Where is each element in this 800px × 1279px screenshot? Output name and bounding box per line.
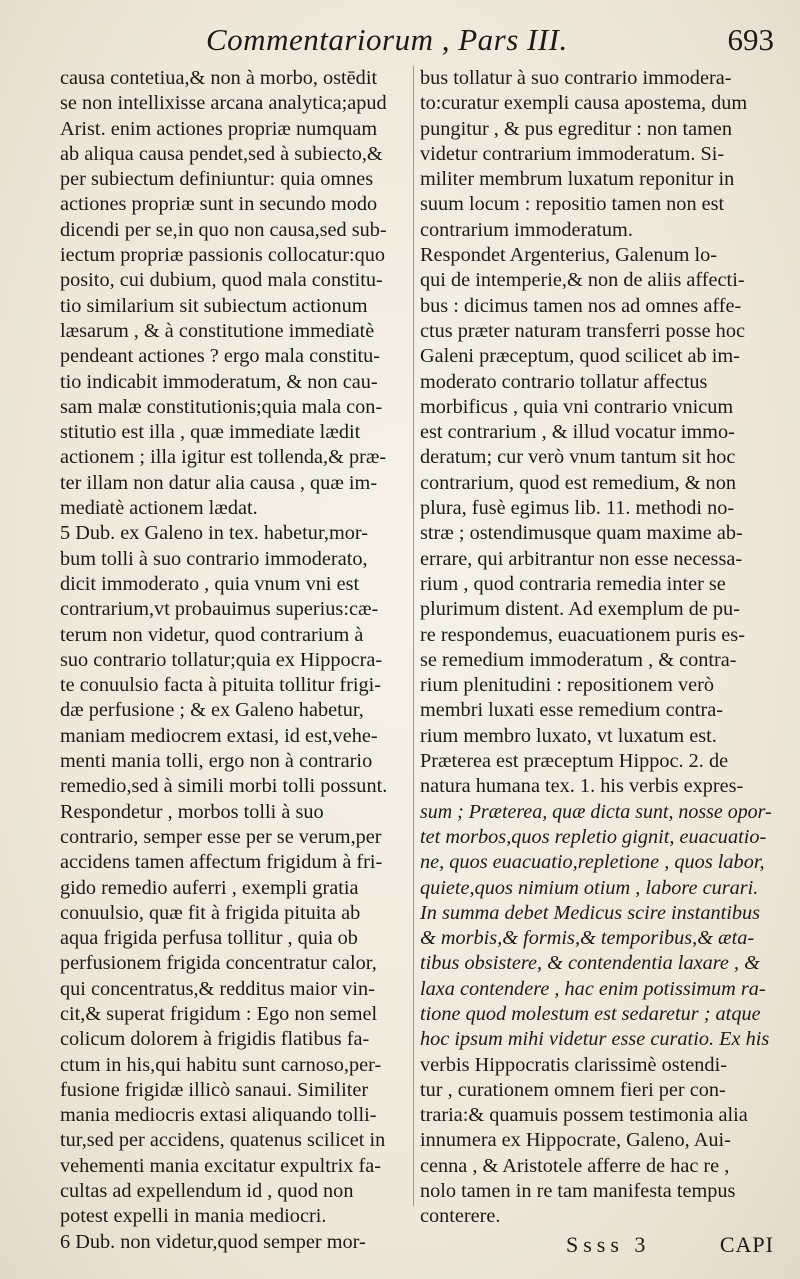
- text-line: læsarum , & à constitutione immediatè: [60, 319, 375, 342]
- text-line: militer membrum luxatum reponitur in: [420, 168, 735, 191]
- text-line: potest expelli in mania mediocri.: [60, 1205, 327, 1228]
- text-line: iectum propriæ passionis collocatur:quo: [60, 244, 386, 267]
- signature-mark: Ssss 3: [566, 1232, 651, 1257]
- text-line: gido remedio auferri , exempli gratia: [60, 876, 359, 899]
- text-line: ne, quos euacuatio,repletione , quos labor,: [420, 851, 765, 874]
- text-line: conterere.: [420, 1205, 501, 1228]
- text-line: suum locum : repositio tamen non est: [420, 193, 725, 216]
- text-line: dicit immoderato , quia vnum vni est: [60, 572, 360, 595]
- page-footer: [560, 1232, 780, 1264]
- text-line: mania mediocris extasi aliquando tolli-: [60, 1104, 377, 1127]
- text-line: te conuulsio facta à pituita tollitur frigi-: [60, 674, 382, 697]
- text-line: moderato contrario tollatur affectus: [420, 370, 708, 393]
- text-line: verbis Hippocratis clarissimè ostendi-: [420, 1053, 727, 1076]
- text-line: natura humana tex. 1. his verbis expres-: [420, 775, 744, 798]
- running-header: [200, 18, 780, 62]
- text-line: accidens tamen affectum frigidum à fri-: [60, 851, 383, 874]
- text-line: qui de intemperie,& non de aliis affecti-: [420, 269, 745, 292]
- text-line: errare, qui arbitrantur non esse necessa-: [420, 547, 743, 570]
- text-line: Respondetur , morbos tolli à suo: [60, 800, 324, 823]
- column-divider: [413, 66, 414, 1206]
- text-line: bum tolli à suo contrario immoderato,: [60, 547, 368, 570]
- text-line: laxa contendere , hac enim potissimum ra-: [420, 977, 766, 1000]
- text-line: sam malæ constitutionis;quia mala con-: [60, 395, 383, 418]
- page-number: 693: [727, 22, 774, 57]
- text-line: suo contrario tollatur;quia ex Hippocra-: [60, 648, 383, 671]
- running-title: Commentariorum , Pars III.: [206, 22, 568, 57]
- text-line: ctus præter naturam transferri posse hoc: [420, 319, 745, 342]
- text-line: sum ; Præterea, quæ dicta sunt, nosse opor-: [420, 800, 772, 823]
- text-line: & morbis,& formis,& temporibus,& æta-: [420, 927, 755, 950]
- text-line: contrarium,vt probauimus superius:cæ-: [60, 598, 379, 621]
- text-line: ab aliqua causa pendet,sed à subiecto,&: [60, 142, 383, 165]
- text-line: causa contetiua,& non à morbo, ostēdit: [60, 67, 378, 89]
- left-text-column: [60, 66, 408, 1255]
- text-line: nolo tamen in re tam manifesta tempus: [420, 1180, 736, 1203]
- text-line: colicum dolorem à frigidis flatibus fa-: [60, 1028, 370, 1051]
- text-line: bus tollatur à suo contrario immodera-: [420, 67, 732, 89]
- text-line: rium , quod contraria remedia inter se: [420, 572, 726, 595]
- right-text-column: [420, 66, 772, 1230]
- text-line: bus : dicimus tamen nos ad omnes affe-: [420, 294, 742, 317]
- text-line: Galeni præceptum, quod scilicet ab im-: [420, 345, 740, 368]
- text-line: actionem ; illa igitur est tollenda,& præ-: [60, 446, 387, 469]
- text-line: 5 Dub. ex Galeno in tex. habetur,mor-: [60, 522, 368, 545]
- text-line: to:curatur exempli causa apostema, dum: [420, 92, 748, 115]
- text-line: stitutio est illa , quæ immediate lædit: [60, 421, 361, 444]
- text-line: morbificus , quia vni contrario vnicum: [420, 395, 734, 418]
- text-line: membri luxati esse remedium contra-: [420, 699, 723, 722]
- text-line: qui concentratus,& redditus maior vin-: [60, 977, 375, 1000]
- text-line: tibus obsistere, & contendentia laxare , &: [420, 952, 760, 975]
- text-line: terum non videtur, quod contrarium à: [60, 623, 364, 646]
- text-line: ter illam non datur alia causa , quæ im-: [60, 471, 378, 494]
- text-line: Præterea est præceptum Hippoc. 2. de: [420, 750, 729, 773]
- text-line: tio similarium sit subiectum actionum: [60, 294, 368, 317]
- text-line: quiete,quos nimium otium , labore curari.: [420, 876, 759, 899]
- text-line: vehementi mania excitatur expultrix fa-: [60, 1154, 381, 1177]
- text-line: Respondet Argenterius, Galenum lo-: [420, 244, 718, 267]
- text-line: deratum; cur verò vnum tantum sit hoc: [420, 446, 736, 469]
- text-line: videtur contrarium immoderatum. Si-: [420, 142, 725, 165]
- text-line: 6 Dub. non videtur,quod semper mor-: [60, 1230, 366, 1253]
- text-line: per subiectum definiuntur: quia omnes: [60, 168, 374, 191]
- text-line: cultas ad expellendum id , quod non: [60, 1180, 354, 1203]
- text-line: aqua frigida perfusa tollitur , quia ob: [60, 927, 358, 950]
- text-line: pungitur , & pus egreditur : non tamen: [420, 117, 733, 140]
- text-line: Arist. enim actiones propriæ numquam: [60, 117, 378, 140]
- text-line: conuulsio, quæ fit à frigida pituita ab: [60, 901, 361, 924]
- text-line: tione quod molestum est sedaretur ; atque: [420, 1002, 761, 1025]
- text-line: tio indicabit immoderatum, & non cau-: [60, 370, 378, 393]
- text-line: traria:& quamuis possem testimonia alia: [420, 1104, 748, 1127]
- text-line: maniam mediocrem extasi, id est,vehe-: [60, 724, 378, 747]
- text-line: re respondemus, euacuationem puris es-: [420, 623, 745, 646]
- text-line: ctum in his,qui habitu sunt carnoso,per-: [60, 1053, 382, 1076]
- text-line: menti mania tolli, ergo non à contrario: [60, 750, 373, 773]
- text-line: dæ perfusione ; & ex Galeno habetur,: [60, 699, 364, 722]
- text-line: remedio,sed à simili morbi tolli possunt.: [60, 775, 388, 798]
- text-line: tur,sed per accidens, quatenus scilicet in: [60, 1129, 386, 1152]
- text-line: innumera ex Hippocrate, Galeno, Aui-: [420, 1129, 731, 1152]
- text-line: est contrarium , & illud vocatur immo-: [420, 421, 735, 444]
- text-line: actiones propriæ sunt in secundo modo: [60, 193, 378, 216]
- text-line: posito, cui dubium, quod mala constitu-: [60, 269, 383, 292]
- text-line: rium plenitudini : repositionem verò: [420, 674, 715, 697]
- text-line: plurimum distent. Ad exemplum de pu-: [420, 598, 740, 621]
- text-line: rium membro luxato, vt luxatum est.: [420, 724, 717, 747]
- text-line: contrario, semper esse per se verum,per: [60, 825, 382, 848]
- text-line: In summa debet Medicus scire instantibus: [420, 901, 761, 924]
- text-line: plura, fusè egimus lib. 11. methodi no-: [420, 497, 735, 520]
- text-line: perfusionem frigida concentratur calor,: [60, 952, 377, 975]
- text-line: stræ ; ostendimusque quam maxime ab-: [420, 522, 743, 545]
- text-line: mediatè actionem lædat.: [60, 497, 258, 520]
- text-line: contrarium, quod est remedium, & non: [420, 471, 736, 494]
- text-line: dicendi per se,in quo non causa,sed sub-: [60, 218, 387, 241]
- text-line: hoc ipsum mihi videtur esse curatio. Ex his: [420, 1028, 770, 1051]
- text-line: cit,& superat frigidum : Ego non semel: [60, 1002, 378, 1025]
- text-line: pendeant actiones ? ergo mala constitu-: [60, 345, 381, 368]
- text-line: tet morbos,quos repletio gignit, euacuatio-: [420, 825, 767, 848]
- text-line: fusione frigidæ illicò sanaui. Similiter: [60, 1078, 369, 1101]
- catchword: CAPI: [719, 1232, 774, 1257]
- text-line: tur , curationem omnem fieri per con-: [420, 1078, 726, 1101]
- text-line: cenna , & Aristotele afferre de hac re ,: [420, 1154, 730, 1177]
- text-line: se non intellixisse arcana analytica;apud: [60, 92, 387, 115]
- text-line: contrarium immoderatum.: [420, 218, 633, 241]
- text-line: se remedium immoderatum , & contra-: [420, 648, 737, 671]
